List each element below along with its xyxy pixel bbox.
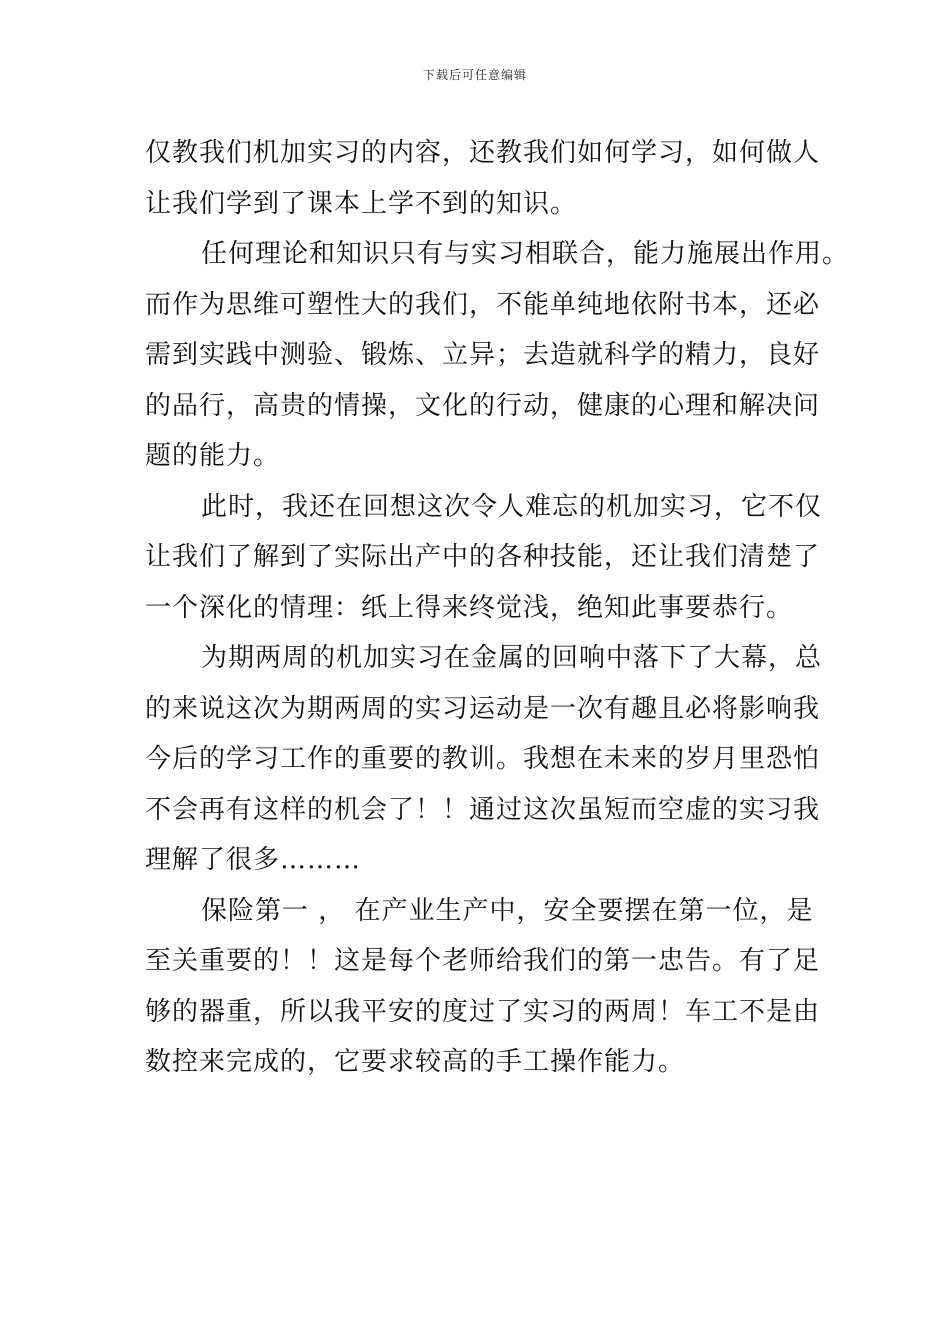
text-line: 至关重要的！！这是每个老师给我们的第一忠告。有了足	[145, 946, 821, 976]
text-line: 的来说这次为期两周的实习运动是一次有趣且必将影响我	[145, 693, 821, 724]
text-line: 够的器重，所以我平安的度过了实习的两周！车工不是由	[145, 996, 821, 1027]
text-line: 为期两周的机加实习在金属的回响中落下了大幕，总	[201, 643, 823, 673]
text-line: 题的能力。	[145, 441, 281, 471]
text-line: 需到实践中测验、锻炼、立异；去造就科学的精力，良好	[145, 340, 821, 370]
text-line: 仅教我们机加实习的内容，还教我们如何学习，如何做人	[145, 138, 821, 168]
text-line: 的品行，高贵的情操，文化的行动，健康的心理和解决问	[145, 390, 821, 421]
text-line: 此时，我还在回想这次令人难忘的机加实习，它不仅	[201, 491, 823, 522]
text-line: 今后的学习工作的重要的教训。我想在未来的岁月里恐怕	[145, 744, 821, 774]
text-line: 不会再有这样的机会了！！通过这次虽短而空虚的实习我	[145, 794, 821, 825]
text-line: 任何理论和知识只有与实习相联合，能力施展出作用。	[201, 239, 850, 269]
text-line: 一个深化的情理：纸上得来终觉浅，绝知此事要恭行。	[145, 592, 794, 623]
text-line: 让我们学到了课本上学不到的知识。	[145, 188, 578, 219]
page-header: 下载后可任意编辑	[422, 68, 527, 82]
text-line: 让我们了解到了实际出产中的各种技能，还让我们清楚了	[145, 542, 821, 572]
text-line: 理解了很多………	[145, 845, 362, 875]
document-body	[145, 128, 850, 1088]
text-line: 保险第一 ， 在产业生产中，安全要摆在第一位，是	[201, 895, 814, 926]
text-line: 数控来完成的，它要求较高的手工操作能力。	[145, 1047, 686, 1077]
text-line: 而作为思维可塑性大的我们，不能单纯地依附书本，还必	[145, 289, 821, 320]
